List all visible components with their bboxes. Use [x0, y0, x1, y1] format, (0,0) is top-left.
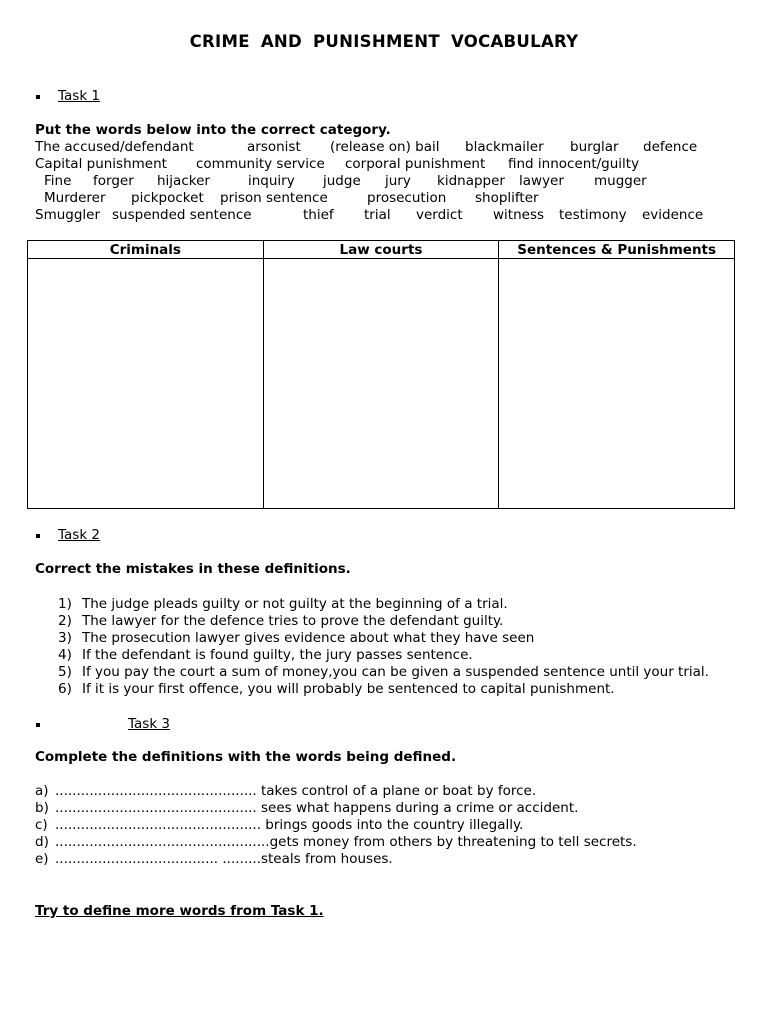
word: arsonist — [247, 139, 301, 155]
word: burglar — [570, 139, 619, 155]
task3-bullet — [36, 723, 40, 727]
word: community service — [196, 156, 325, 172]
word: trial — [364, 207, 391, 223]
list-item: c) ................................................ brings goods into the country illegally. — [35, 817, 524, 833]
word: shoplifter — [475, 190, 539, 206]
category-table — [27, 240, 735, 509]
word: Fine — [44, 173, 72, 189]
word-line-5 — [0, 207, 768, 224]
word: lawyer — [519, 173, 564, 189]
task2-label: Task 2 — [58, 527, 101, 543]
list-item: e) ...................................... .........steals from houses. — [35, 851, 393, 867]
header-criminals: Criminals — [28, 241, 264, 259]
word: hijacker — [157, 173, 210, 189]
task2-instruction: Correct the mistakes in these definitions. — [35, 561, 351, 577]
task3-label: Task 3 — [128, 716, 171, 732]
cell-criminals[interactable] — [28, 259, 264, 509]
list-item: 5) If you pay the court a sum of money,you can be given a suspended sentence until your trial. — [58, 664, 709, 680]
word: defence — [643, 139, 698, 155]
word: suspended sentence — [112, 207, 252, 223]
task3-instruction: Complete the definitions with the words being defined. — [35, 749, 457, 765]
word: forger — [93, 173, 134, 189]
list-item: 2) The lawyer for the defence tries to prove the defendant guilty. — [58, 613, 504, 629]
list-item: d) ..................................................gets money from others by threatening to tell secrets. — [35, 834, 637, 850]
word: judge — [323, 173, 361, 189]
task2-list — [58, 596, 709, 698]
list-item: 6) If it is your first offence, you will probably be sentenced to capital punishment. — [58, 681, 615, 697]
word-line-1 — [0, 139, 768, 156]
word: Murderer — [44, 190, 106, 206]
word: The accused/defendant — [35, 139, 194, 155]
word-line-4 — [0, 190, 768, 207]
task1-instruction: Put the words below into the correct category. — [35, 122, 391, 138]
word: witness — [493, 207, 545, 223]
word: find innocent/guilty — [508, 156, 640, 172]
word: thief — [303, 207, 334, 223]
word-line-3 — [0, 173, 768, 190]
word: blackmailer — [465, 139, 544, 155]
task1-label: Task 1 — [58, 88, 101, 104]
word: evidence — [642, 207, 704, 223]
page-title: CRIME AND PUNISHMENT VOCABULARY — [189, 32, 579, 51]
list-item: a) ............................................... takes control of a plane or boat by force. — [35, 783, 537, 799]
list-item: 1) The judge pleads guilty or not guilty at the beginning of a trial. — [58, 596, 508, 612]
word: (release on) bail — [330, 139, 440, 155]
word: verdict — [416, 207, 463, 223]
list-item: b) ............................................... sees what happens during a crime or accident. — [35, 800, 579, 816]
header-law-courts: Law courts — [263, 241, 499, 259]
header-sentences: Sentences & Punishments — [499, 241, 735, 259]
word: Capital punishment — [35, 156, 167, 172]
task1-bullet — [36, 95, 40, 99]
word: inquiry — [248, 173, 295, 189]
word: pickpocket — [131, 190, 204, 206]
word: jury — [385, 173, 411, 189]
task2-bullet — [36, 534, 40, 538]
footer-instruction: Try to define more words from Task 1. — [35, 903, 324, 919]
word-line-2 — [0, 156, 768, 173]
word: testimony — [559, 207, 627, 223]
word: kidnapper — [437, 173, 505, 189]
word: prison sentence — [220, 190, 328, 206]
word: Smuggler — [35, 207, 101, 223]
list-item: 4) If the defendant is found guilty, the jury passes sentence. — [58, 647, 473, 663]
cell-sentences[interactable] — [499, 259, 735, 509]
word: corporal punishment — [345, 156, 486, 172]
word: prosecution — [367, 190, 447, 206]
list-item: 3) The prosecution lawyer gives evidence about what they have seen — [58, 630, 535, 646]
task3-list — [35, 783, 637, 868]
word: mugger — [594, 173, 647, 189]
cell-law-courts[interactable] — [263, 259, 499, 509]
